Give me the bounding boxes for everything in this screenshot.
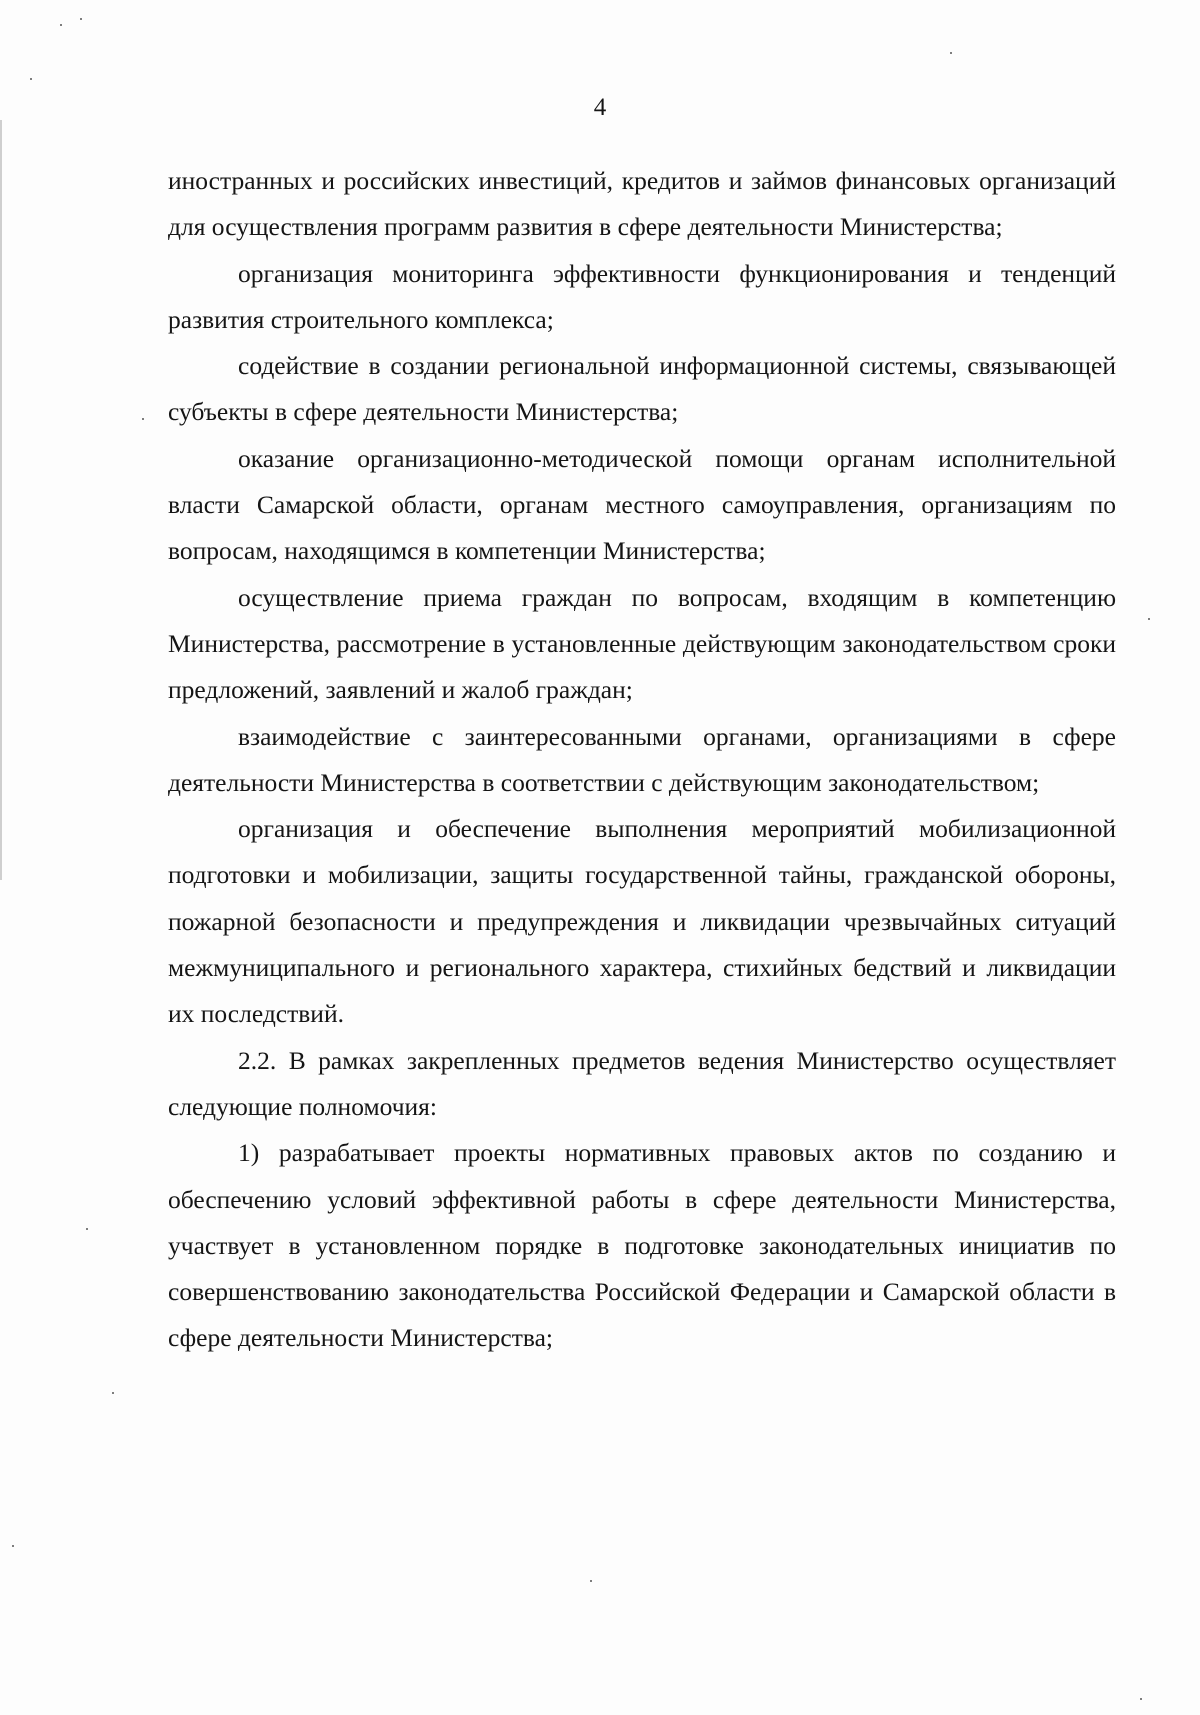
- body-paragraph: взаимодействие с заинтересованными органами, организациями в сфере деятельности Министерства в соответствии с действующим законодательством;: [168, 721, 1116, 797]
- document-body: [168, 158, 1116, 1362]
- page-number: 4: [593, 94, 607, 121]
- body-paragraph: организация и обеспечение выполнения мероприятий мобилизационной подготовки и мобилизации, защиты государственной тайны, гражданской обороны, пожарной безопасности и предупреждения и ликвидации чрезвычайных ситуаций межмуниципального и регионального характера, стихийных бедствий и ликвидации их последствий.: [168, 814, 1116, 1029]
- scan-speck: [30, 78, 32, 80]
- scan-speck: [86, 1228, 88, 1230]
- scan-speck: [60, 24, 62, 26]
- scan-speck: [590, 1580, 592, 1582]
- section-heading-paragraph: 2.2. В рамках закрепленных предметов ведения Министерство осуществляет следующие полномочия:: [168, 1045, 1116, 1121]
- body-paragraph: оказание организационно-методической помощи органам исполнительной власти Самарской области, органам местного самоуправления, организациям по вопросам, находящимся в компетенции Министерства;: [168, 443, 1116, 566]
- scan-speck: [1148, 618, 1150, 620]
- scan-speck: [12, 1545, 14, 1547]
- body-paragraph: осуществление приема граждан по вопросам, входящим в компетенцию Министерства, рассмотрение в установленные действующим законодательством сроки предложений, заявлений и жалоб граждан;: [168, 582, 1116, 705]
- scan-speck: [950, 52, 952, 54]
- scan-speck: [1140, 1698, 1142, 1700]
- body-paragraph: организация мониторинга эффективности функционирования и тенденций развития строительного комплекса;: [168, 258, 1116, 334]
- scan-speck: [142, 418, 144, 420]
- scan-speck: [112, 1392, 114, 1394]
- body-paragraph: содействие в создании региональной информационной системы, связывающей субъекты в сфере деятельности Министерства;: [168, 351, 1116, 427]
- scan-edge-shadow: [0, 120, 2, 880]
- scan-speck: [80, 18, 82, 20]
- numbered-list-item: 1) разрабатывает проекты нормативных правовых актов по созданию и обеспечению условий эффективной работы в сфере деятельности Министерства, участвует в установленном порядке в подготовке законодательных инициатив по совершенствованию законодательства Российской Федерации и Самарской области в сфере деятельности Министерства;: [168, 1138, 1116, 1353]
- body-paragraph-continuation: иностранных и российских инвестиций, кредитов и займов финансовых организаций для осуществления программ развития в сфере деятельности Министерства;: [168, 166, 1116, 242]
